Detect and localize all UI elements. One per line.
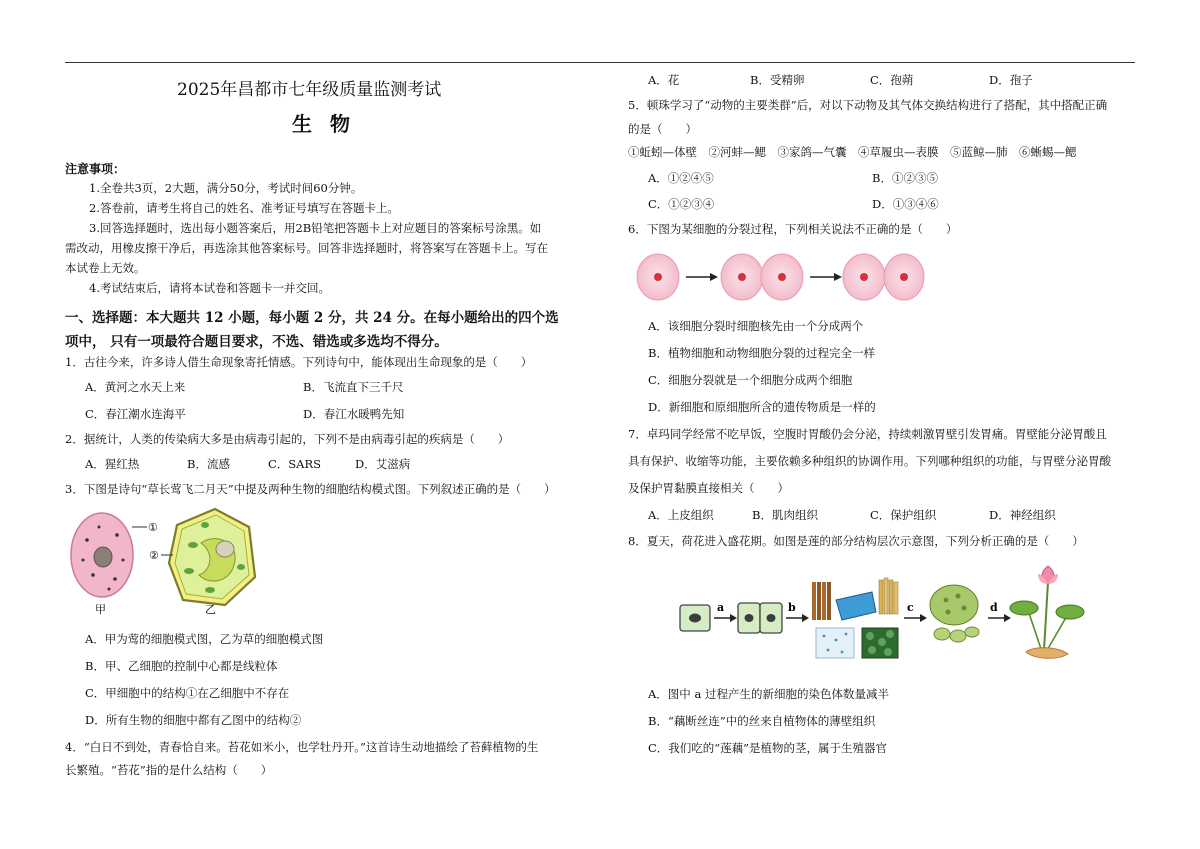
question-4-stem: 4．“白日不到处，青春恰自来。苔花如米小，也学牡丹开。”这首诗生动地描绘了苔藓植物的生 <box>65 740 539 754</box>
q2-option-d: D．艾滋病 <box>355 457 411 471</box>
q1-option-d: D．春江水暖鸭先知 <box>303 407 405 421</box>
notice-item: 4.考试结束后，请将本试卷和答题卡一并交回。 <box>89 281 330 295</box>
q3-option-c: C．甲细胞中的结构①在乙细胞中不存在 <box>85 686 290 700</box>
question-8-stem: 8．夏天，荷花进入盛花期。如图是莲的部分结构层次示意图，下列分析正确的是（ ） <box>628 534 1084 548</box>
q2-option-a: A．猩红热 <box>85 457 140 471</box>
q6-option-b: B．植物细胞和动物细胞分裂的过程完全一样 <box>648 346 875 360</box>
q3-label-yi: 乙 <box>205 603 216 616</box>
lotus-tissue-epidermis <box>836 592 876 620</box>
q6-option-a: A．该细胞分裂时细胞核先由一个分成两个 <box>648 319 864 333</box>
q7-option-c: C．保护组织 <box>870 508 937 522</box>
question-7-stem: 具有保护、收缩等功能，主要依赖多种组织的协调作用。下列哪种组织的功能，与胃壁分泌胃酸 <box>628 454 1111 468</box>
q3-option-a: A．甲为莺的细胞模式图，乙为草的细胞模式图 <box>85 632 324 646</box>
question-5-stem: 5．顿珠学习了“动物的主要类群”后，对以下动物及其气体交换结构进行了搭配，其中搭配正确 <box>628 98 1108 112</box>
notice-item: 本试卷上无效。 <box>65 261 146 275</box>
question-7-stem: 及保护胃黏膜直接相关（ ） <box>628 481 789 495</box>
q3-label-2: ② <box>149 549 159 562</box>
q8-lotus-structure-figure <box>676 560 1096 670</box>
lotus-plant <box>1010 566 1084 658</box>
section-heading: 项中， 只有一项最符合题目要求，不选、错选或多选均不得分。 <box>65 334 448 350</box>
q2-option-b: B．流感 <box>187 457 230 471</box>
notice-heading: 注意事项： <box>65 162 126 176</box>
lotus-seedpod <box>930 585 978 625</box>
q8-option-b: B．“藕断丝连”中的丝来自植物体的薄壁组织 <box>648 714 876 728</box>
question-3-stem: 3．下图是诗句“草长莺飞二月天”中提及两种生物的细胞结构模式图。下列叙述正确的是（ ） <box>65 482 556 496</box>
exam-subject: 生物 <box>292 112 368 136</box>
q1-option-a: A．黄河之水天上来 <box>85 380 186 394</box>
notice-item: 2.答卷前，请考生将自己的姓名、准考证号填写在答题卡上。 <box>89 201 399 215</box>
q3-label-jia: 甲 <box>95 603 106 616</box>
header-rule <box>65 62 1135 63</box>
q7-option-a: A．上皮组织 <box>648 508 714 522</box>
animal-cell-nucleus <box>94 547 112 567</box>
q6-cell-division-figure <box>636 252 926 304</box>
q3-label-1: ① <box>148 521 158 534</box>
q4-option-b: B．受精卵 <box>750 73 805 87</box>
exam-title: 2025年昌都市七年级质量监测考试 <box>177 80 442 100</box>
notice-item: 1.全卷共3页，2大题，满分50分，考试时间60分钟。 <box>89 181 363 195</box>
notice-item: 3.回答选择题时，选出每小题答案后，用2B铅笔把答题卡上对应题目的答案标号涂黑。如 <box>89 221 542 235</box>
q8-label-c: c <box>907 601 914 614</box>
q3-option-d: D．所有生物的细胞中都有乙图中的结构② <box>85 713 302 727</box>
q2-option-c: C．SARS <box>268 457 322 471</box>
lotus-tissue-vascular <box>812 582 831 620</box>
lotus-tissue-fiber <box>879 578 898 614</box>
q6-option-c: C．细胞分裂就是一个细胞分成两个细胞 <box>648 373 853 387</box>
question-6-stem: 6．下图为某细胞的分裂过程，下列相关说法不正确的是（ ） <box>628 222 958 236</box>
q6-option-d: D．新细胞和原细胞所含的遗传物质是一样的 <box>648 400 876 414</box>
q7-option-b: B．肌肉组织 <box>752 508 818 522</box>
question-2-stem: 2．据统计，人类的传染病大多是由病毒引起的，下列不是由病毒引起的疾病是（ ） <box>65 432 510 446</box>
q8-label-b: b <box>788 601 796 614</box>
q5-option-b: B．①②③⑤ <box>872 171 938 185</box>
q3-cell-figure <box>65 505 295 617</box>
q8-option-c: C．我们吃的“莲藕”是植物的茎，属于生殖器官 <box>648 741 888 755</box>
question-4-stem: 长繁殖。“苔花”指的是什么结构（ ） <box>65 763 273 777</box>
q5-option-c: C．①②③④ <box>648 197 715 211</box>
q5-option-d: D．①③④⑥ <box>872 197 939 211</box>
q1-option-c: C．春江潮水连海平 <box>85 407 186 421</box>
q8-option-a: A．图中 a 过程产生的新细胞的染色体数量减半 <box>648 687 889 701</box>
q8-label-d: d <box>990 601 998 614</box>
question-7-stem: 7．卓玛同学经常不吃早饭，空腹时胃酸仍会分泌，持续刺激胃壁引发胃痛。胃壁能分泌胃酸且 <box>628 427 1107 441</box>
question-1-stem: 1．古往今来，许多诗人借生命现象寄托情感。下列诗句中，能体现出生命现象的是（ ） <box>65 355 533 369</box>
q4-option-d: D．孢子 <box>989 73 1033 87</box>
q4-option-c: C．孢蒴 <box>870 73 914 87</box>
q8-label-a: a <box>717 601 725 614</box>
q7-option-d: D．神经组织 <box>989 508 1056 522</box>
section-heading: 一、选择题：本大题共 12 小题，每小题 2 分，共 24 分。在每小题给出的四个选 <box>65 310 559 326</box>
notice-item: 需改动，用橡皮擦干净后，再选涂其他答案标号。回答非选择题时，将答案写在答题卡上。写在 <box>65 241 548 255</box>
q4-option-a: A．花 <box>648 73 680 87</box>
q3-option-b: B．甲、乙细胞的控制中心都是线粒体 <box>85 659 278 673</box>
lotus-tissue-parenchyma <box>816 628 854 658</box>
q5-option-a: A．①②④⑤ <box>648 171 714 185</box>
question-5-stem: 的是（ ） <box>628 122 697 136</box>
q1-option-b: B．飞流直下三千尺 <box>303 380 404 394</box>
plant-cell-nucleus <box>216 541 234 557</box>
q5-pairs: ①蚯蚓—体壁 ②河蚌—鳃 ③家鸽—气囊 ④草履虫—表膜 ⑤蓝鲸—肺 ⑥蜥蜴—鳃 <box>628 145 1077 159</box>
